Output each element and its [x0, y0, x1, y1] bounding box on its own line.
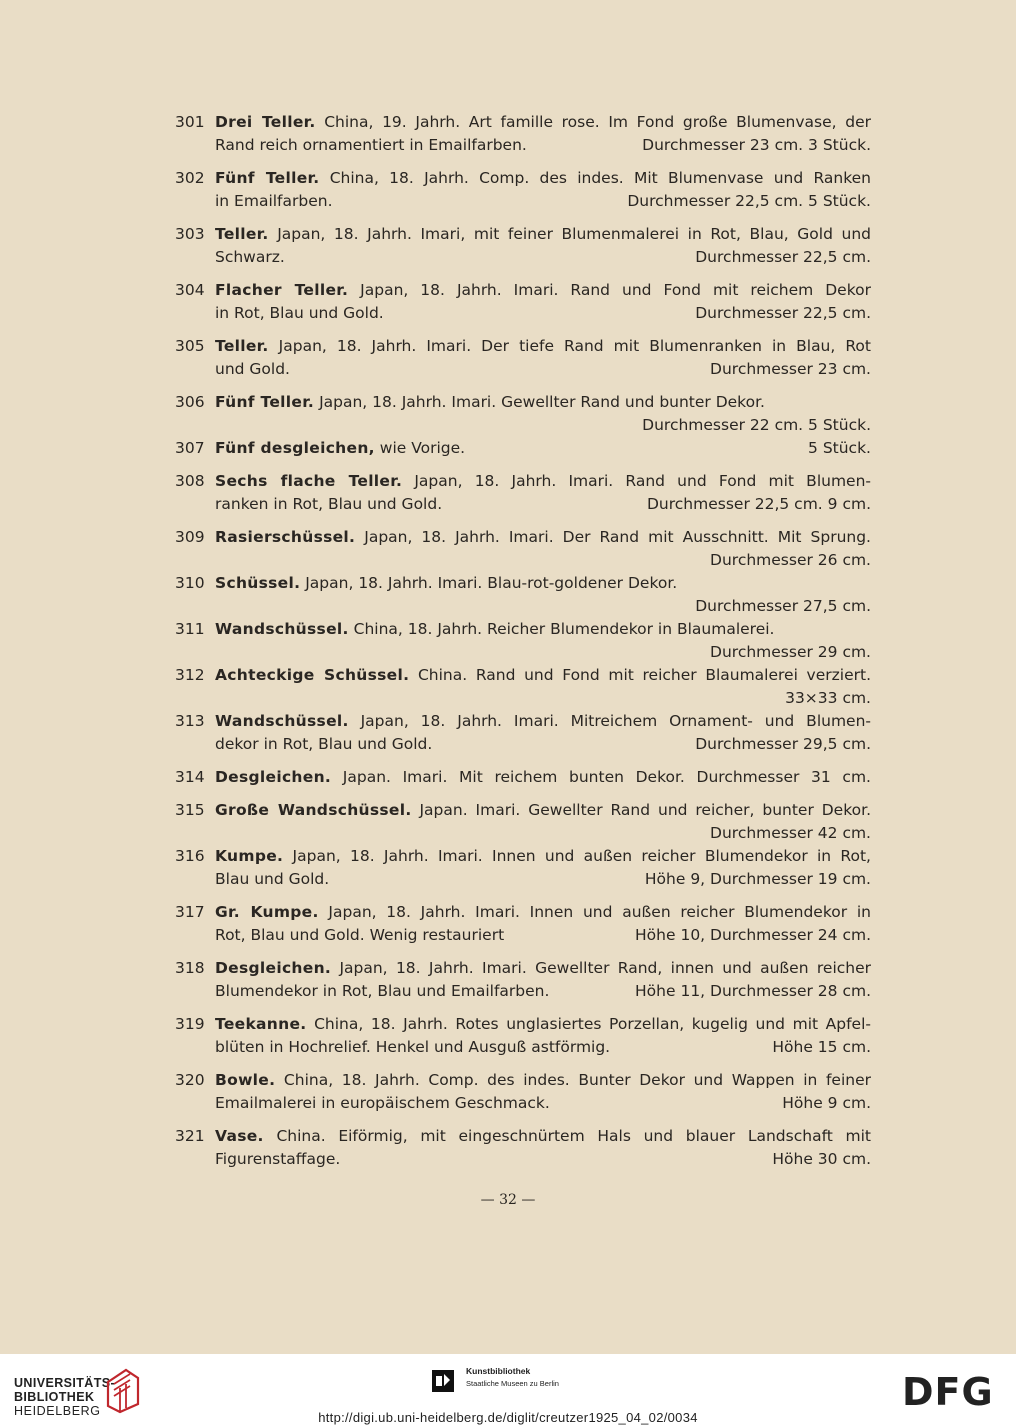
entry-line-right: Höhe 30 cm.	[772, 1150, 871, 1168]
entry-line-left-text: und Gold.	[215, 360, 290, 378]
entry-title: Bowle.	[215, 1071, 276, 1089]
entry-line	[215, 901, 871, 924]
entry-title: Wandschüssel.	[215, 620, 349, 638]
entry-line	[215, 980, 871, 1003]
entry-line	[215, 618, 871, 641]
entry-line	[215, 190, 871, 213]
kunstbibliothek-line-2: Staatliche Museen zu Berlin	[466, 1379, 559, 1388]
catalog-entry	[175, 111, 891, 157]
entry-line	[215, 595, 871, 618]
entry-title: Desgleichen.	[215, 768, 332, 786]
entry-line-left-text: in Emailfarben.	[215, 192, 333, 210]
permalink-url[interactable]: http://digi.ub.uni-heidelberg.de/diglit/creutzer1925_04_02/0034	[318, 1410, 698, 1425]
entry-line-text: Durchmesser 29 cm.	[710, 643, 871, 661]
entry-line	[215, 572, 871, 595]
entry-gap	[175, 789, 891, 799]
entry-gap	[175, 1003, 891, 1013]
ub-line-3: HEIDELBERG	[14, 1404, 101, 1418]
entry-number: 303	[175, 225, 205, 243]
entry-line	[215, 1092, 871, 1115]
entry-line-right: Durchmesser 23 cm. 3 Stück.	[642, 136, 871, 154]
catalog-entry	[175, 335, 891, 381]
entry-title: Drei Teller.	[215, 113, 316, 131]
catalog-entry	[175, 167, 891, 213]
entry-line	[215, 111, 871, 134]
entry-line-text: Japan, 18. Jahrh. Imari, mit feiner Blumenmalerei in Rot, Blau, Gold und	[277, 225, 871, 243]
entry-title: Gr. Kumpe.	[215, 903, 319, 921]
catalog-entry	[175, 799, 891, 845]
catalog-entry	[175, 766, 891, 789]
entry-text	[215, 335, 871, 381]
entry-line-text: Japan, 18. Jahrh. Imari. Gewellter Rand und bunter Dekor.	[319, 393, 765, 411]
entry-line	[215, 822, 871, 845]
entry-line	[215, 868, 871, 891]
entry-title: Rasierschüssel.	[215, 528, 356, 546]
catalog-entry	[175, 1013, 891, 1059]
entry-line-text: Japan. Imari. Mit reichem bunten Dekor. Durchmesser 31 cm.	[342, 768, 871, 786]
entry-line	[215, 957, 871, 980]
entry-text	[215, 1013, 871, 1059]
entry-line-left	[215, 493, 442, 516]
catalog-entry	[175, 845, 891, 891]
entry-line	[215, 279, 871, 302]
entry-text	[215, 572, 871, 618]
entry-title: Fünf desgleichen,	[215, 439, 375, 457]
entry-line-text: China, 18. Jahrh. Comp. des indes. Mit Blumenvase und Ranken	[329, 169, 871, 187]
entry-line-left	[215, 190, 333, 213]
entry-line	[215, 223, 871, 246]
entry-line-text: Durchmesser 26 cm.	[710, 551, 871, 569]
ub-line-2: BIBLIOTHEK	[14, 1390, 95, 1404]
entry-line-text: Japan, 18. Jahrh. Imari. Rand und Fond mit Blumen-	[414, 472, 871, 490]
entry-title: Teller.	[215, 225, 269, 243]
entry-line-text: Durchmesser 42 cm.	[710, 824, 871, 842]
kunstbibliothek-mark-icon	[432, 1370, 454, 1392]
entry-line	[215, 924, 871, 947]
entry-line	[215, 358, 871, 381]
entry-line	[215, 710, 871, 733]
entry-line-left	[215, 1036, 610, 1059]
entry-title: Teller.	[215, 337, 269, 355]
entry-line-left	[215, 924, 504, 947]
entry-line-text: Durchmesser 22 cm. 5 Stück.	[642, 416, 871, 434]
entry-line-right: Durchmesser 22,5 cm. 5 Stück.	[627, 192, 871, 210]
entry-line	[215, 641, 871, 664]
entry-gap	[175, 516, 891, 526]
entry-title: Teekanne.	[215, 1015, 307, 1033]
entry-line-text: Japan, 18. Jahrh. Imari. Innen und außen reicher Blumendekor in	[328, 903, 871, 921]
entry-line-left-text: Blumendekor in Rot, Blau und Emailfarben.	[215, 982, 550, 1000]
entry-title: Schüssel.	[215, 574, 301, 592]
entry-gap	[175, 947, 891, 957]
entry-text	[215, 279, 871, 325]
entry-title: Flacher Teller.	[215, 281, 349, 299]
entry-line-right: Höhe 10, Durchmesser 24 cm.	[635, 926, 871, 944]
entry-line-right: Durchmesser 22,5 cm. 9 cm.	[646, 495, 871, 513]
entry-line-text: Japan, 18. Jahrh. Imari. Rand und Fond mit reichem Dekor	[360, 281, 871, 299]
entry-number: 317	[175, 903, 205, 921]
entry-number: 316	[175, 847, 205, 865]
entry-line-left	[215, 437, 465, 460]
entry-text	[215, 799, 871, 845]
entry-line	[215, 335, 871, 358]
entry-number: 319	[175, 1015, 205, 1033]
entry-line-right: Durchmesser 29,5 cm.	[695, 735, 871, 753]
entry-title: Fünf Teller.	[215, 393, 315, 411]
entry-line-text: Japan. Imari. Gewellter Rand und reicher, bunter Dekor.	[419, 801, 871, 819]
entry-line-text: China. Rand und Fond mit reicher Blaumalerei verziert.	[417, 666, 871, 684]
entry-title: Achteckige Schüssel.	[215, 666, 410, 684]
page-number: — 32 —	[480, 1192, 536, 1208]
entry-line-left	[215, 246, 285, 269]
entry-line	[215, 526, 871, 549]
entry-title: Vase.	[215, 1127, 264, 1145]
catalog-entry	[175, 957, 891, 1003]
entry-gap	[175, 325, 891, 335]
entry-text	[215, 1069, 871, 1115]
kunstbibliothek-line-1: Kunstbibliothek	[466, 1366, 531, 1376]
entry-line-left	[215, 1148, 340, 1171]
catalog-entry	[175, 901, 891, 947]
entry-number: 320	[175, 1071, 205, 1089]
entry-line	[215, 391, 871, 414]
entry-line-left	[215, 733, 432, 756]
viewer-footer	[0, 1354, 1016, 1427]
entry-number: 309	[175, 528, 205, 546]
entry-line	[215, 664, 871, 687]
entry-text	[215, 845, 871, 891]
catalog-entry	[175, 437, 891, 460]
entry-line-left-text: blüten in Hochrelief. Henkel und Ausguß astförmig.	[215, 1038, 611, 1056]
entry-number: 311	[175, 620, 205, 638]
entry-line	[215, 1036, 871, 1059]
entry-gap	[175, 1115, 891, 1125]
entry-line	[215, 766, 871, 789]
entry-line	[215, 437, 871, 460]
entry-line-text: China, 18. Jahrh. Rotes unglasiertes Porzellan, kugelig und mit Apfel-	[314, 1015, 871, 1033]
entry-line-text: Japan, 18. Jahrh. Imari. Gewellter Rand, innen und außen reicher	[339, 959, 871, 977]
entry-title: Kumpe.	[215, 847, 284, 865]
entry-line-right: Höhe 11, Durchmesser 28 cm.	[635, 982, 871, 1000]
entry-line-text: Japan, 18. Jahrh. Imari. Der Rand mit Ausschnitt. Mit Sprung.	[364, 528, 871, 546]
entry-number: 313	[175, 712, 205, 730]
entry-line-right: Durchmesser 22,5 cm.	[695, 304, 871, 322]
entry-text	[215, 470, 871, 516]
entry-line-left-text: Rand reich ornamentiert in Emailfarben.	[215, 136, 527, 154]
entry-line	[215, 733, 871, 756]
catalog-entry	[175, 526, 891, 572]
entry-line-text: China, 19. Jahrh. Art famille rose. Im Fond große Blumenvase, der	[324, 113, 871, 131]
catalog-entry	[175, 279, 891, 325]
entry-text	[215, 766, 871, 789]
entry-line-text: Durchmesser 27,5 cm.	[695, 597, 871, 615]
entry-line-text: Japan, 18. Jahrh. Imari. Blau-rot-goldener Dekor.	[305, 574, 678, 592]
entry-line-text: 33×33 cm.	[785, 689, 871, 707]
entry-number: 312	[175, 666, 205, 684]
entry-text	[215, 111, 871, 157]
entry-gap	[175, 381, 891, 391]
entry-text	[215, 526, 871, 572]
entry-line	[215, 493, 871, 516]
entry-line	[215, 1148, 871, 1171]
entry-line	[215, 414, 871, 437]
entry-line-right: Höhe 9 cm.	[782, 1094, 871, 1112]
entry-title: Sechs flache Teller.	[215, 472, 403, 490]
entry-line-left-text: Figurenstaffage.	[215, 1150, 341, 1168]
entry-line-text: China, 18. Jahrh. Reicher Blumendekor in Blaumalerei.	[353, 620, 775, 638]
entry-number: 321	[175, 1127, 205, 1145]
entry-line	[215, 1013, 871, 1036]
entry-text	[215, 437, 871, 460]
entry-text	[215, 901, 871, 947]
entry-text	[215, 710, 871, 756]
entry-line	[215, 246, 871, 269]
entry-line-text: Japan, 18. Jahrh. Imari. Der tiefe Rand mit Blumenranken in Blau, Rot	[278, 337, 871, 355]
entry-title: Desgleichen.	[215, 959, 332, 977]
catalog-entry	[175, 1069, 891, 1115]
entry-gap	[175, 891, 891, 901]
entry-line-text: Japan, 18. Jahrh. Imari. Mitreichem Ornament- und Blumen-	[360, 712, 871, 730]
entry-line-right: 5 Stück.	[808, 439, 871, 457]
entry-text	[215, 618, 871, 664]
entry-line-text: China. Eiförmig, mit eingeschnürtem Hals und blauer Landschaft mit	[276, 1127, 871, 1145]
entry-line	[215, 799, 871, 822]
entry-gap	[175, 269, 891, 279]
entry-line-right: Durchmesser 22,5 cm.	[695, 248, 871, 266]
entry-line	[215, 549, 871, 572]
entry-line-right: Durchmesser 23 cm.	[710, 360, 871, 378]
entry-gap	[175, 213, 891, 223]
entry-line-right: Höhe 15 cm.	[772, 1038, 871, 1056]
entry-line	[215, 845, 871, 868]
entry-text	[215, 1125, 871, 1171]
entry-text	[215, 167, 871, 213]
entry-line	[215, 167, 871, 190]
entry-line	[215, 470, 871, 493]
entry-number: 314	[175, 768, 205, 786]
entry-line-text: Japan, 18. Jahrh. Imari. Innen und außen reicher Blumendekor in Rot,	[292, 847, 871, 865]
entry-gap	[175, 756, 891, 766]
entry-line-left	[215, 358, 290, 381]
entry-line-left-text: dekor in Rot, Blau und Gold.	[215, 735, 433, 753]
entry-line	[215, 1125, 871, 1148]
catalog-entry	[175, 470, 891, 516]
catalog-entry	[175, 664, 891, 710]
entry-number: 307	[175, 439, 205, 457]
catalog-entry	[175, 618, 891, 664]
entry-line-left	[215, 302, 384, 325]
entry-number: 310	[175, 574, 205, 592]
catalog-entry	[175, 1125, 891, 1171]
entry-line-left-text: Rot, Blau und Gold. Wenig restauriert	[215, 926, 505, 944]
entry-number: 308	[175, 472, 205, 490]
entry-line-right: Höhe 9, Durchmesser 19 cm.	[644, 870, 871, 888]
entry-line-left	[215, 868, 329, 891]
entry-line	[215, 134, 871, 157]
entry-line-left	[215, 1092, 550, 1115]
entry-text	[215, 664, 871, 710]
entry-line-text: China, 18. Jahrh. Comp. des indes. Bunter Dekor und Wappen in feiner	[283, 1071, 871, 1089]
entry-number: 302	[175, 169, 205, 187]
catalog-entry	[175, 391, 891, 437]
catalog-entry	[175, 710, 891, 756]
entry-line-left-text: in Rot, Blau und Gold.	[215, 304, 384, 322]
entry-number: 318	[175, 959, 205, 977]
entry-gap	[175, 1059, 891, 1069]
entry-number: 301	[175, 113, 205, 131]
catalog-entry	[175, 223, 891, 269]
entry-line	[215, 1069, 871, 1092]
ub-heidelberg-logo-icon	[104, 1364, 142, 1414]
entry-title: Große Wandschüssel.	[215, 801, 412, 819]
entry-gap	[175, 157, 891, 167]
catalog-entry	[175, 572, 891, 618]
entry-number: 304	[175, 281, 205, 299]
entry-title: Fünf Teller.	[215, 169, 320, 187]
entry-line-left-text: ranken in Rot, Blau und Gold.	[215, 495, 443, 513]
dfg-logo[interactable]: DFG	[902, 1370, 994, 1414]
entry-number: 305	[175, 337, 205, 355]
entry-line-left-text: Emailmalerei in europäischem Geschmack.	[215, 1094, 550, 1112]
entry-line-left-text: Schwarz.	[215, 248, 285, 266]
entry-line	[215, 687, 871, 710]
entry-line	[215, 302, 871, 325]
ub-line-1: UNIVERSITÄTS-	[14, 1376, 116, 1390]
entry-line-left	[215, 980, 549, 1003]
catalog-entries	[175, 111, 891, 1171]
entry-text	[215, 957, 871, 1003]
entry-gap	[175, 460, 891, 470]
entry-title: Wandschüssel.	[215, 712, 349, 730]
entry-number: 306	[175, 393, 205, 411]
entry-line-left	[215, 134, 527, 157]
entry-number: 315	[175, 801, 205, 819]
entry-line-left-text: Blau und Gold.	[215, 870, 330, 888]
entry-text	[215, 391, 871, 437]
entry-line-left-text: wie Vorige.	[379, 439, 466, 457]
entry-text	[215, 223, 871, 269]
